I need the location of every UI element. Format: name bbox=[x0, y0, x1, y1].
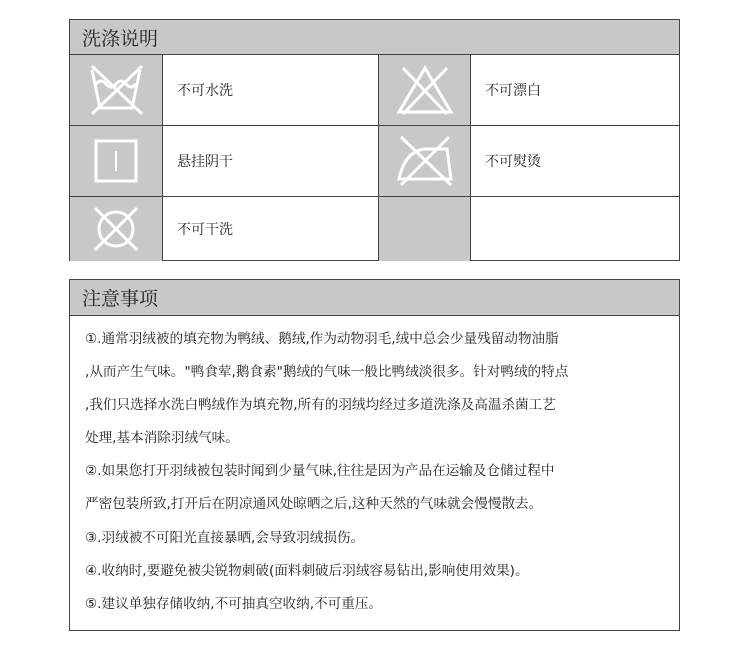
note-line: ④.收纳时,要避免被尖锐物刺破(面料刺破后羽绒容易钻出,影响使用效果)。 bbox=[85, 562, 529, 579]
wash-label-3: 悬挂阴干 bbox=[163, 126, 379, 197]
notes-title: 注意事项 bbox=[70, 280, 679, 316]
no-dry-clean-icon bbox=[70, 197, 163, 261]
wash-label-2: 不可漂白 bbox=[471, 55, 679, 126]
note-line: ②.如果您打开羽绒被包装时闻到少量气味,往往是因为产品在运输及仓储过程中 bbox=[85, 463, 555, 480]
empty-label-cell bbox=[471, 197, 679, 261]
wash-label-4: 不可熨烫 bbox=[471, 126, 679, 197]
note-line: ③.羽绒被不可阳光直接暴晒,会导致羽绒损伤。 bbox=[85, 529, 365, 546]
note-line: ,从而产生气味。"鸭食荤,鹅食素"鹅绒的气味一般比鸭绒淡很多。针对鸭绒的特点 bbox=[85, 364, 569, 381]
note-line: ⑤.建议单独存储收纳,不可抽真空收纳,不可重压。 bbox=[85, 595, 383, 612]
washing-instructions-table bbox=[69, 19, 680, 261]
no-iron-icon bbox=[379, 126, 471, 197]
no-wash-icon bbox=[70, 55, 163, 126]
wash-label-1: 不可水洗 bbox=[163, 55, 379, 126]
washing-title: 洗涤说明 bbox=[70, 20, 679, 55]
empty-icon-cell bbox=[379, 197, 471, 261]
no-bleach-icon bbox=[379, 55, 471, 126]
note-line: 严密包装所致,打开后在阴凉通风处晾晒之后,这种天然的气味就会慢慢散去。 bbox=[85, 496, 543, 513]
note-line: ①.通常羽绒被的填充物为鸭绒、鹅绒,作为动物羽毛,绒中总会少量残留动物油脂 bbox=[85, 331, 559, 347]
note-line: ,我们只选择水洗白鸭绒作为填充物,所有的羽绒均经过多道洗涤及高温杀菌工艺 bbox=[85, 397, 556, 414]
notes-section bbox=[69, 279, 680, 631]
wash-label-5: 不可干洗 bbox=[163, 197, 379, 261]
note-line: 处理,基本消除羽绒气味。 bbox=[85, 430, 239, 447]
line-dry-shade-icon bbox=[70, 126, 163, 197]
